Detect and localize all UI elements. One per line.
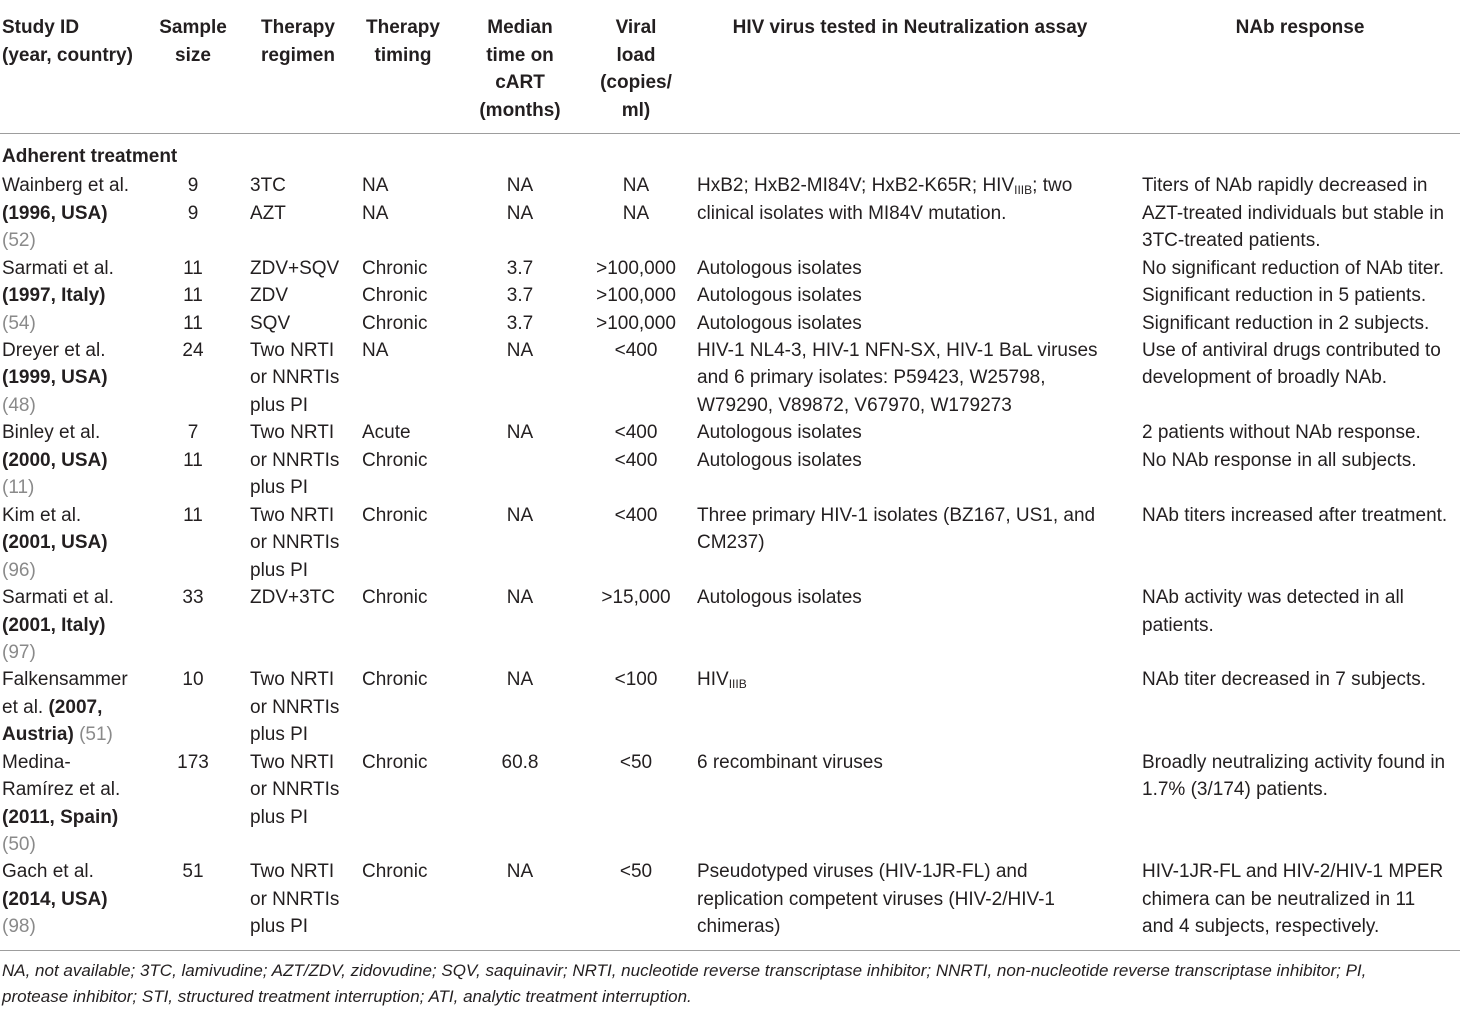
header-study-id	[2, 14, 152, 69]
cell-line: NA	[362, 339, 389, 361]
cell-line: AZT	[250, 202, 286, 224]
cell-line	[2, 310, 152, 338]
cell-line: 51	[182, 861, 204, 882]
cell-line: $HIV_{IIIB}$	[697, 669, 747, 691]
study-year-country: (2011, Spain)	[2, 806, 119, 828]
cell-line: Sarmati et al.	[2, 257, 114, 279]
cell-line: Gach et al.	[2, 861, 94, 882]
cell-line: <400	[614, 449, 658, 471]
sample-cell	[150, 666, 236, 694]
cell-line: Three primary HIV-1 isolates (BZ167, US1, and	[697, 504, 1096, 526]
sample-cell	[150, 419, 236, 474]
cell-line: 9	[187, 175, 199, 196]
virus-cell	[697, 858, 1137, 941]
cell-line: plus PI	[250, 916, 309, 937]
nab-cell	[1142, 419, 1458, 474]
cell-line: Falkensammer	[2, 669, 128, 690]
regimen-cell	[250, 666, 360, 749]
sample-cell	[150, 502, 236, 530]
virus-cell	[697, 172, 1137, 227]
cell-line: plus PI	[250, 806, 309, 828]
cell-line: Medina-	[2, 751, 71, 773]
reference-link[interactable]: (96)	[2, 559, 36, 581]
header-line: regimen	[261, 44, 335, 66]
median-cell	[470, 666, 570, 694]
footnote-line: protease inhibitor; STI, structured treatment interruption; ATI, analytic treatment interruption.	[2, 987, 692, 1006]
study-id-cell	[2, 858, 152, 941]
header-line: Viral	[615, 17, 657, 38]
cell-line	[2, 886, 152, 914]
cell-line: or NNRTIs	[250, 449, 340, 471]
cell-line: NA	[362, 175, 389, 196]
nab-cell	[1142, 666, 1458, 694]
median-cell	[470, 255, 570, 338]
cell-line: or NNRTIs	[250, 532, 340, 553]
cell-line: and 6 primary isolates: P59423, W25798,	[697, 367, 1046, 388]
cell-line: Significant reduction in 2 subjects.	[1142, 312, 1430, 334]
virus-cell	[697, 584, 1137, 612]
cell-line: plus PI	[250, 559, 309, 581]
cell-line: Significant reduction in 5 patients.	[1142, 285, 1427, 306]
reference-link[interactable]: (11)	[2, 477, 35, 498]
reference-link[interactable]: (51)	[73, 724, 113, 745]
median-cell	[470, 749, 570, 777]
cell-line: 1.7% (3/174) patients.	[1142, 779, 1328, 800]
cell-line: NA	[506, 861, 534, 882]
cell-line: No significant reduction of NAb titer.	[1142, 257, 1445, 279]
study-id-cell	[2, 749, 152, 859]
virus-cell	[697, 255, 1137, 338]
cell-line: Chronic	[362, 312, 428, 334]
study-id-cell	[2, 419, 152, 502]
cell-line: or NNRTIs	[250, 779, 340, 800]
cell-line: AZT-treated individuals but stable in	[1142, 202, 1445, 224]
cell-line: 11	[183, 449, 203, 471]
header-line: time on	[486, 44, 554, 66]
reference-link[interactable]: (52)	[2, 230, 36, 251]
header-line: Therapy	[366, 17, 440, 38]
viral-cell	[590, 255, 682, 338]
viral-cell	[590, 584, 682, 612]
cell-line: NA	[362, 202, 389, 224]
median-cell	[470, 419, 570, 447]
regimen-cell	[250, 337, 360, 420]
cell-line: NAb titer decreased in 7 subjects.	[1142, 669, 1427, 690]
median-cell	[470, 172, 570, 227]
table-footnote	[2, 958, 1458, 1010]
regimen-cell	[250, 584, 360, 612]
reference-link[interactable]: (54)	[2, 312, 36, 334]
virus-cell	[697, 419, 1137, 474]
virus-cell	[697, 337, 1137, 420]
cell-line: Two NRTI	[250, 422, 335, 443]
cell-line	[2, 721, 152, 749]
cell-line: Kim et al.	[2, 504, 82, 526]
cell-line: Autologous isolates	[697, 257, 862, 279]
cell-line: NA	[506, 504, 534, 526]
viral-cell	[590, 337, 682, 365]
cell-line: Broadly neutralizing activity found in	[1142, 751, 1446, 773]
cell-line: Ramírez et al.	[2, 779, 121, 800]
timing-cell	[362, 337, 462, 365]
cell-line: 173	[177, 751, 209, 773]
cell-line: or NNRTIs	[250, 367, 340, 388]
cell-line: Two NRTI	[250, 861, 335, 882]
header-line: NAb response	[1235, 17, 1365, 38]
header-line: timing	[374, 44, 432, 66]
header-hiv-virus	[690, 14, 1130, 42]
sample-cell	[150, 337, 236, 365]
timing-cell	[362, 255, 462, 338]
cell-line: NA	[506, 587, 534, 608]
study-year-country: (2000, USA)	[2, 449, 108, 471]
header-line: Sample	[159, 17, 227, 38]
cell-line: chimeras)	[697, 916, 781, 937]
cell-line: 7	[187, 422, 199, 443]
regimen-cell	[250, 858, 360, 941]
timing-cell	[362, 858, 462, 886]
regimen-cell	[250, 502, 360, 585]
study-year-country: (2001, USA)	[2, 532, 108, 553]
cell-line: Chronic	[362, 751, 428, 773]
cell-line: <400	[614, 422, 658, 443]
footer-divider	[0, 950, 1460, 951]
header-viral-load	[590, 14, 682, 124]
cell-line: NA	[506, 175, 534, 196]
cell-line: patients.	[1142, 614, 1214, 636]
viral-cell	[590, 858, 682, 886]
timing-cell	[362, 172, 462, 227]
cell-line: Two NRTI	[250, 751, 335, 773]
cell-line: or NNRTIs	[250, 696, 340, 718]
cell-line	[2, 612, 152, 640]
cell-line: 3TC-treated patients.	[1142, 230, 1321, 251]
header-line: (months)	[479, 99, 561, 121]
cell-line: Titers of NAb rapidly decreased in	[1142, 175, 1428, 196]
cell-line: No NAb response in all subjects.	[1142, 449, 1417, 471]
cell-line: 60.8	[501, 751, 539, 773]
header-line: Median	[487, 17, 553, 38]
cell-line: CM237)	[697, 532, 765, 553]
cell-line: 3.7	[506, 312, 534, 334]
footnote-line: NA, not available; 3TC, lamivudine; AZT/ZDV, zidovudine; SQV, saquinavir; NRTI, nucleotide reverse transcriptase inhibitor; NNRTI, non-nucleotide reverse transcriptase inhibitor; PI,	[2, 961, 1367, 980]
cell-line: >100,000	[596, 285, 676, 306]
cell-line: or NNRTIs	[250, 888, 340, 910]
cell-line: 10	[182, 669, 204, 690]
header-line: cART	[495, 72, 545, 93]
cell-line: plus PI	[250, 724, 309, 745]
median-cell	[470, 502, 570, 530]
cell-line: Chronic	[362, 669, 428, 690]
sample-cell	[150, 858, 236, 886]
cell-line: Acute	[362, 422, 411, 443]
cell-line: Autologous isolates	[697, 587, 862, 608]
cell-line: Two NRTI	[250, 339, 335, 361]
cell-line: Chronic	[362, 449, 428, 471]
cell-line: Chronic	[362, 257, 428, 279]
median-cell	[470, 337, 570, 365]
study-year-country: Austria)	[2, 724, 74, 745]
cell-line: NA	[506, 669, 534, 690]
cell-line	[2, 474, 152, 502]
cell-line: chimera can be neutralized in 11	[1142, 888, 1416, 910]
cell-line: ZDV+3TC	[250, 587, 335, 608]
cell-line: Use of antiviral drugs contributed to	[1142, 339, 1441, 361]
header-line: size	[175, 44, 211, 66]
study-year-country: (2007,	[48, 696, 103, 718]
cell-line: Autologous isolates	[697, 285, 862, 306]
cell-line: <50	[619, 751, 653, 773]
viral-cell	[590, 749, 682, 777]
reference-link[interactable]: (97)	[2, 642, 36, 663]
nab-cell	[1142, 502, 1458, 530]
cell-line	[2, 557, 152, 585]
virus-cell	[697, 502, 1137, 557]
header-therapy-regimen	[248, 14, 348, 69]
cell-line: 11	[183, 504, 203, 526]
section-title: Adherent treatment	[2, 146, 178, 167]
nab-cell	[1142, 337, 1458, 392]
strain-subscript: IIIB	[728, 677, 747, 691]
regimen-cell	[250, 172, 360, 227]
cell-line: plus PI	[250, 394, 309, 416]
cell-line: Two NRTI	[250, 669, 335, 690]
cell-line: 33	[182, 587, 204, 608]
regimen-cell	[250, 419, 360, 502]
cell-line: Autologous isolates	[697, 312, 862, 334]
header-therapy-timing	[358, 14, 448, 69]
header-line: load	[616, 44, 656, 66]
cell-line: Dreyer et al.	[2, 339, 106, 361]
cell-line: 6 recombinant viruses	[697, 751, 883, 773]
study-year-country: (1996, USA)	[2, 202, 108, 224]
sample-cell	[150, 584, 236, 612]
header-line: (copies/	[600, 72, 672, 93]
sample-cell	[150, 255, 236, 338]
study-id-cell	[2, 502, 152, 585]
nab-cell	[1142, 584, 1458, 639]
cell-line: 2 patients without NAb response.	[1142, 422, 1421, 443]
study-year-country: (2014, USA)	[2, 888, 108, 910]
cell-line	[2, 529, 152, 557]
cell-line: NA	[622, 202, 650, 224]
cell-line: development of broadly NAb.	[1142, 367, 1388, 388]
cell-line	[2, 447, 152, 475]
virus-cell	[697, 749, 1137, 777]
cell-line: Sarmati et al.	[2, 587, 114, 608]
reference-link[interactable]: (50)	[2, 834, 36, 855]
header-sample-size	[150, 14, 236, 69]
timing-cell	[362, 502, 462, 530]
regimen-cell	[250, 749, 360, 832]
study-id-cell	[2, 172, 152, 255]
cell-line	[2, 200, 152, 228]
cell-line	[2, 639, 152, 667]
cell-line: Autologous isolates	[697, 422, 862, 443]
viral-cell	[590, 502, 682, 530]
nab-cell	[1142, 255, 1458, 338]
study-year-country: (2001, Italy)	[2, 614, 106, 636]
header-line: Therapy	[261, 17, 335, 38]
cell-line: Chronic	[362, 285, 428, 306]
median-cell	[470, 858, 570, 886]
cell-line: 3.7	[506, 285, 534, 306]
cell-line: NAb titers increased after treatment.	[1142, 504, 1448, 526]
cell-line: SQV	[250, 312, 291, 334]
cell-line: >15,000	[601, 587, 671, 608]
nab-cell	[1142, 172, 1458, 255]
cell-line: Autologous isolates	[697, 449, 862, 471]
reference-link[interactable]: (98)	[2, 916, 36, 937]
header-line: Study ID	[2, 17, 80, 38]
nab-cell	[1142, 749, 1458, 804]
viral-cell	[590, 419, 682, 474]
cell-line: 11	[183, 312, 203, 334]
study-id-cell	[2, 666, 152, 749]
header-line: ml)	[621, 99, 651, 121]
study-year-country: (1997, Italy)	[2, 285, 106, 306]
cell-line	[2, 831, 152, 859]
cell-line: plus PI	[250, 477, 309, 498]
study-year-country: (1999, USA)	[2, 367, 108, 388]
viral-cell	[590, 666, 682, 694]
cell-line: NA	[506, 202, 534, 224]
cell-line	[2, 392, 152, 420]
cell-line: 3.7	[506, 257, 534, 279]
cell-line: 11	[183, 257, 203, 279]
regimen-cell	[250, 255, 360, 338]
cell-line: Binley et al.	[2, 422, 101, 443]
cell-line: HIV-1JR-FL and HIV-2/HIV-1 MPER	[1142, 861, 1444, 882]
cell-line: et al. (2007,	[2, 696, 103, 718]
cell-line: >100,000	[596, 257, 676, 279]
cell-line: HIV-1 NL4-3, HIV-1 NFN-SX, HIV-1 BaL viruses	[697, 339, 1098, 361]
nab-cell	[1142, 858, 1458, 941]
sample-cell	[150, 172, 236, 227]
cell-line: Wainberg et al.	[2, 175, 130, 196]
study-id-cell	[2, 337, 152, 420]
cell-line: <400	[614, 504, 658, 526]
strain-subscript: IIIB	[1014, 183, 1033, 197]
cell-line: Pseudotyped viruses (HIV-1JR-FL) and	[697, 861, 1028, 882]
cell-line: clinical isolates with MI84V mutation.	[697, 202, 1007, 224]
reference-link[interactable]: (48)	[2, 394, 36, 416]
timing-cell	[362, 584, 462, 612]
cell-line: <400	[614, 339, 658, 361]
virus-cell	[697, 666, 1137, 694]
timing-cell	[362, 419, 462, 474]
header-line: (year, country)	[2, 44, 133, 66]
header-line: HIV virus tested in Neutralization assay	[732, 17, 1088, 38]
header-median-time	[470, 14, 570, 124]
cell-line: <50	[619, 861, 653, 882]
cell-line	[2, 913, 152, 941]
cell-line: 24	[182, 339, 204, 361]
median-cell	[470, 584, 570, 612]
cell-line: 3TC	[250, 175, 286, 196]
cell-line: <100	[614, 669, 658, 690]
cell-line: Two NRTI	[250, 504, 335, 526]
cell-line: Chronic	[362, 504, 428, 526]
timing-cell	[362, 666, 462, 694]
cell-line: NAb activity was detected in all	[1142, 587, 1404, 608]
cell-line	[2, 227, 152, 255]
cell-line: 11	[183, 285, 203, 306]
header-nab-response	[1140, 14, 1460, 42]
cell-line: and 4 subjects, respectively.	[1142, 916, 1380, 937]
study-id-cell	[2, 584, 152, 667]
cell-line	[2, 804, 152, 832]
cell-line: replication competent viruses (HIV-2/HIV-1	[697, 888, 1055, 910]
cell-line: ZDV+SQV	[250, 257, 340, 279]
cell-line: NA	[622, 175, 650, 196]
cell-line: NA	[506, 339, 534, 361]
cell-line: ZDV	[250, 285, 288, 306]
header-divider	[0, 133, 1460, 134]
cell-line: W79290, V89872, V67970, W179273	[697, 394, 1012, 416]
cell-line	[2, 364, 152, 392]
cell-line: >100,000	[596, 312, 676, 334]
sample-cell	[150, 749, 236, 777]
study-id-cell	[2, 255, 152, 338]
cell-line: 9	[187, 202, 199, 224]
timing-cell	[362, 749, 462, 777]
cell-line: NA	[506, 422, 534, 443]
cell-line	[2, 282, 152, 310]
viral-cell	[590, 172, 682, 227]
cell-line: HxB2; HxB2-MI84V; HxB2-K65R; $HIV_{IIIB}$; two	[697, 175, 1073, 197]
cell-line: Chronic	[362, 587, 428, 608]
cell-line: Chronic	[362, 861, 428, 882]
